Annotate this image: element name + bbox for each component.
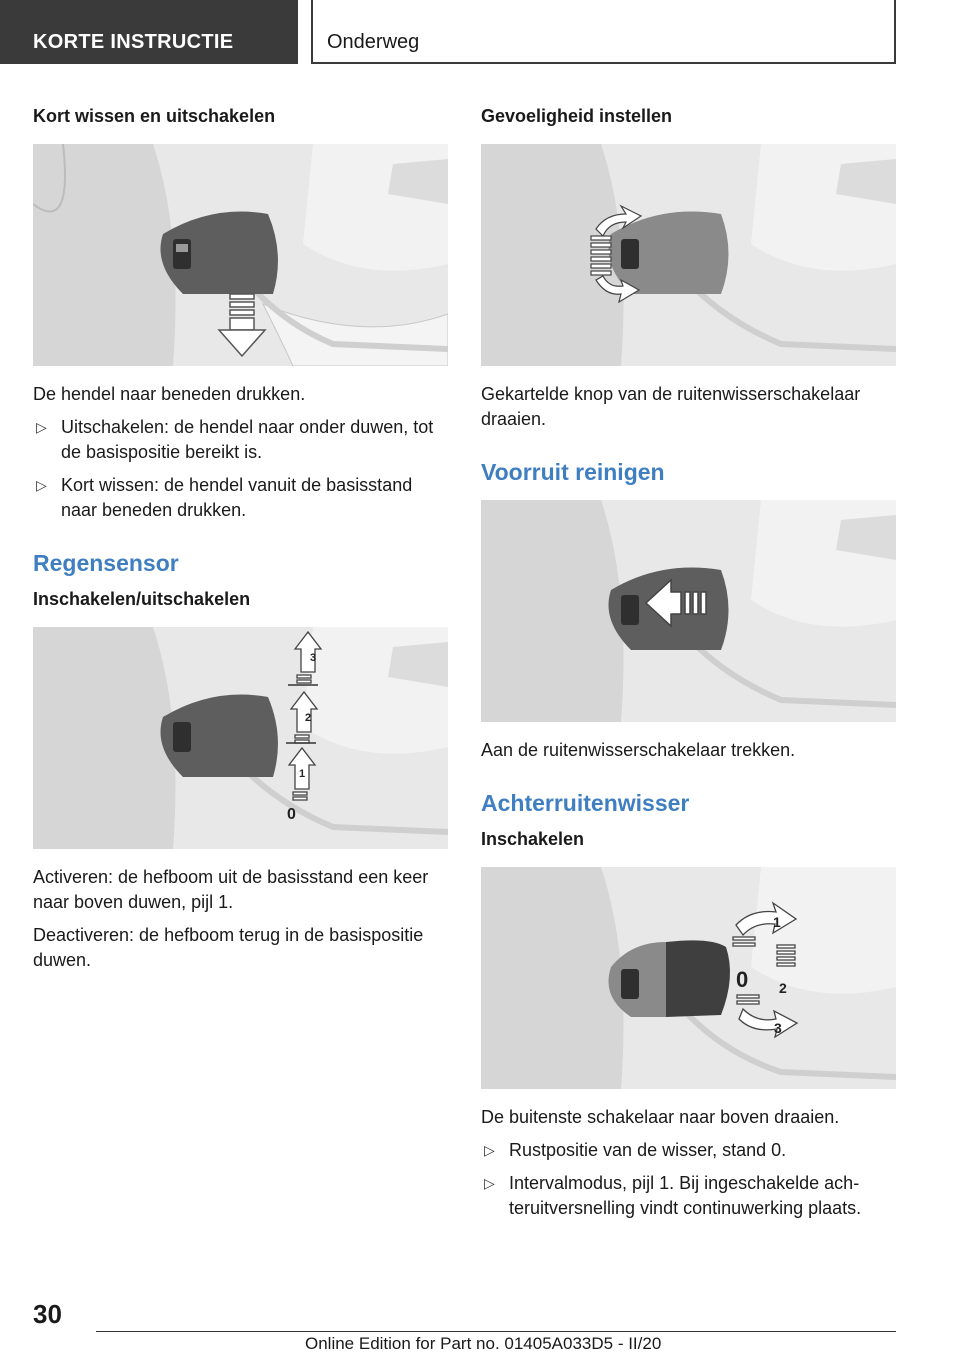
position-label-2: 2 [779,980,787,996]
heading-regensensor: Regensensor [33,550,179,576]
heading-achterruitenwisser: Achterruitenwisser [481,790,690,816]
figure-stalk-push-down [33,144,448,366]
header-chapter-box [311,0,896,64]
position-label-3: 3 [310,652,317,664]
position-label-3: 3 [774,1020,782,1036]
position-label-0: 0 [736,967,749,992]
text-achter: De buitenste schakelaar naar boven draaien. [481,1107,840,1127]
header-section-label: KORTE INSTRUCTIE [33,31,234,53]
figure-rear-wiper-switch [481,867,896,1089]
illustration-stalk-pull [481,500,896,722]
illustration-rear-wiper [481,867,896,1089]
heading-gevoeligheid: Gevoeligheid instellen [481,106,673,126]
heading-inschakelen: Inschakelen [481,829,585,849]
illustration-knob-rotate [481,144,896,366]
figure-stalk-pull [481,500,896,722]
list-item [481,1171,896,1221]
text-gevoeligheid: Gekartelde knop van de ruitenwisserschakelaar draaien. [481,384,861,429]
text-voorruit: Aan de ruitenwisserschakelaar trekken. [481,740,796,760]
heading-voorruit-reinigen: Voorruit reinigen [481,459,665,485]
list-item [33,473,448,523]
header-chapter-label: Onderweg [327,31,420,53]
triangle-bullet-icon: ▷ [36,477,47,493]
footer-divider [96,1331,896,1332]
list-item-text: Intervalmodus, pijl 1. Bij ingeschakelde ach-teruitversnelling vindt continuwerking plaats. [509,1173,862,1218]
text-deactiveren: Deactiveren: de hefboom terug in de basispositie duwen. [33,925,424,970]
list-item-text: Kort wissen: de hendel vanuit de basisstand naar beneden drukken. [61,475,413,520]
position-label-2: 2 [305,712,312,724]
right-column [481,96,896,1229]
figure-knurled-knob [481,144,896,366]
figure-stalk-positions [33,627,448,849]
illustration-stalk-down [33,144,448,366]
header-section-tab [0,0,298,64]
left-column [33,96,448,981]
list-item [481,1138,896,1163]
list-item [33,415,448,465]
illustration-stalk-positions [33,627,448,849]
triangle-bullet-icon: ▷ [36,419,47,435]
list-item-text: Uitschakelen: de hendel naar onder duwen, tot de basispositie bereikt is. [61,417,434,462]
position-label-1: 1 [299,768,306,780]
position-label-0: 0 [287,806,296,823]
triangle-bullet-icon: ▷ [484,1175,495,1191]
triangle-bullet-icon: ▷ [484,1142,495,1158]
heading-inschakelen-uitschakelen: Inschakelen/uitschakelen [33,589,251,609]
page-number: 30 [33,1299,62,1329]
list-item-text: Rustpositie van de wisser, stand 0. [509,1140,787,1160]
position-label-1: 1 [773,914,781,930]
heading-kort-wissen: Kort wissen en uitschakelen [33,106,276,126]
text-activeren: Activeren: de hefboom uit de basisstand een keer naar boven duwen, pijl 1. [33,867,429,912]
footer-edition-text: Online Edition for Part no. 01405A033D5 - II/20 [305,1334,662,1353]
text-kort-intro: De hendel naar beneden drukken. [33,384,306,404]
